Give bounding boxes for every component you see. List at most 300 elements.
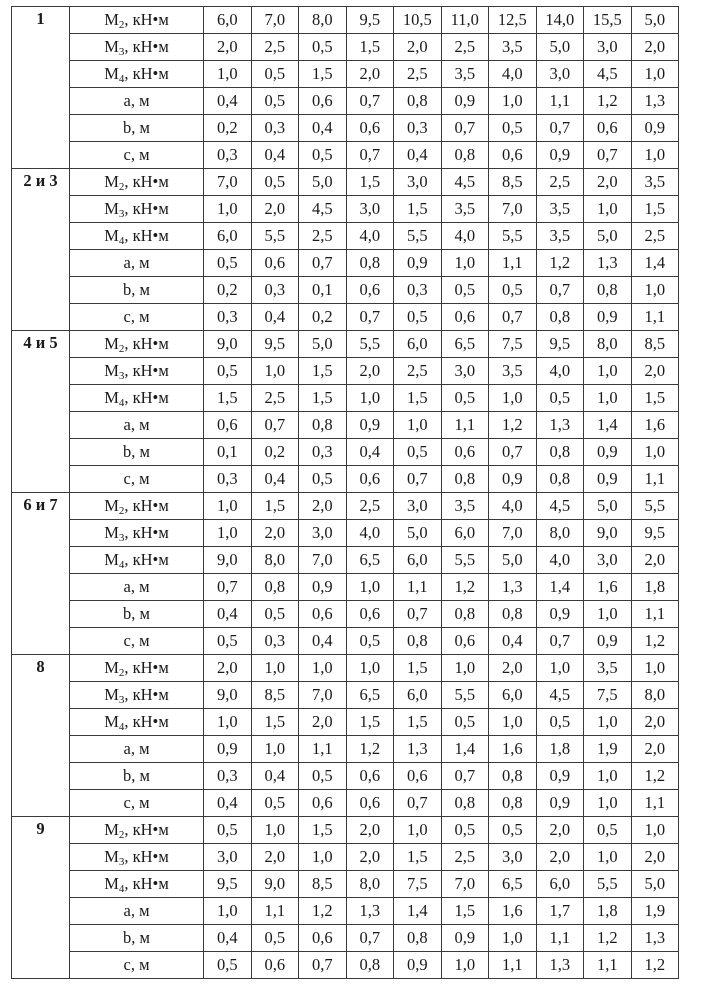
value-cell: 0,9 [441, 925, 489, 952]
parameter-symbol: M [104, 496, 119, 515]
value-cell: 1,1 [394, 574, 442, 601]
table-row [12, 34, 679, 61]
parameter-unit: , кН•м [124, 685, 169, 704]
value-cell: 6,0 [441, 520, 489, 547]
value-cell: 1,3 [631, 925, 679, 952]
parameter-unit: , м [130, 631, 150, 650]
table-row [12, 250, 679, 277]
value-cell: 0,4 [299, 628, 347, 655]
value-cell: 4,0 [346, 520, 394, 547]
value-cell: 7,5 [394, 871, 442, 898]
value-cell: 3,0 [441, 358, 489, 385]
value-cell: 0,5 [394, 304, 442, 331]
parameter-symbol: M [104, 658, 119, 677]
parameter-label-cell [70, 763, 204, 790]
value-cell: 1,0 [631, 142, 679, 169]
value-cell: 1,5 [346, 709, 394, 736]
parameter-symbol: b [123, 118, 132, 137]
value-cell: 1,1 [251, 898, 299, 925]
parameter-label-cell [70, 88, 204, 115]
value-cell: 4,5 [441, 169, 489, 196]
value-cell: 1,1 [536, 88, 584, 115]
parameter-symbol: b [123, 442, 132, 461]
value-cell: 1,0 [584, 196, 632, 223]
value-cell: 0,7 [394, 601, 442, 628]
parameter-label-cell [70, 34, 204, 61]
value-cell: 8,5 [251, 682, 299, 709]
value-cell: 8,0 [536, 520, 584, 547]
value-cell: 3,5 [441, 493, 489, 520]
value-cell: 12,5 [489, 7, 537, 34]
value-cell: 0,7 [536, 115, 584, 142]
parameter-label-cell [70, 790, 204, 817]
value-cell: 0,7 [346, 142, 394, 169]
value-cell: 5,5 [631, 493, 679, 520]
table-row [12, 763, 679, 790]
value-cell: 0,9 [584, 439, 632, 466]
parameter-label-cell [70, 304, 204, 331]
value-cell: 9,0 [584, 520, 632, 547]
value-cell: 2,0 [631, 844, 679, 871]
value-cell: 7,0 [489, 520, 537, 547]
value-cell: 1,4 [584, 412, 632, 439]
value-cell: 1,0 [584, 385, 632, 412]
value-cell: 0,5 [536, 709, 584, 736]
value-cell: 1,4 [631, 250, 679, 277]
value-cell: 1,5 [394, 709, 442, 736]
parameter-label-cell [70, 412, 204, 439]
value-cell: 5,0 [631, 871, 679, 898]
value-cell: 9,0 [251, 871, 299, 898]
parameter-label-cell [70, 898, 204, 925]
value-cell: 0,5 [536, 385, 584, 412]
value-cell: 9,5 [346, 7, 394, 34]
value-cell: 0,5 [441, 709, 489, 736]
parameter-subscript: 2 [118, 19, 125, 31]
value-cell: 1,2 [299, 898, 347, 925]
variant-number-cell: 8 [12, 655, 70, 817]
value-cell: 5,5 [489, 223, 537, 250]
parameter-unit: , м [130, 469, 150, 488]
parameter-unit: , м [130, 415, 150, 434]
parameter-unit: , кН•м [124, 550, 169, 569]
value-cell: 1,5 [299, 385, 347, 412]
value-cell: 0,5 [489, 817, 537, 844]
table-row [12, 709, 679, 736]
value-cell: 0,4 [204, 88, 252, 115]
value-cell: 1,1 [631, 466, 679, 493]
parameter-label-cell [70, 223, 204, 250]
value-cell: 3,5 [631, 169, 679, 196]
value-cell: 0,8 [441, 601, 489, 628]
parameter-symbol: a [123, 901, 131, 920]
parameter-unit: , м [130, 901, 150, 920]
table-row [12, 628, 679, 655]
table-row [12, 871, 679, 898]
value-cell: 1,0 [299, 655, 347, 682]
value-cell: 1,5 [394, 655, 442, 682]
parameter-unit: , кН•м [124, 847, 169, 866]
parameter-unit: , кН•м [124, 874, 169, 893]
value-cell: 4,5 [536, 493, 584, 520]
parameter-subscript: 4 [118, 721, 125, 733]
value-cell: 0,6 [299, 88, 347, 115]
value-cell: 0,9 [584, 628, 632, 655]
value-cell: 5,5 [441, 547, 489, 574]
value-cell: 1,0 [346, 385, 394, 412]
value-cell: 1,2 [441, 574, 489, 601]
value-cell: 0,6 [251, 250, 299, 277]
value-cell: 0,6 [346, 277, 394, 304]
parameter-symbol: b [123, 280, 132, 299]
value-cell: 1,0 [536, 655, 584, 682]
value-cell: 1,0 [489, 925, 537, 952]
value-cell: 0,5 [204, 952, 252, 979]
value-cell: 0,4 [204, 601, 252, 628]
parameter-label-cell [70, 169, 204, 196]
value-cell: 0,6 [346, 115, 394, 142]
value-cell: 1,1 [441, 412, 489, 439]
value-cell: 2,0 [251, 844, 299, 871]
parameter-subscript: 2 [118, 181, 125, 193]
parameter-symbol: M [104, 712, 119, 731]
value-cell: 5,5 [346, 331, 394, 358]
value-cell: 1,0 [394, 412, 442, 439]
parameter-symbol: c [123, 307, 131, 326]
value-cell: 1,2 [536, 250, 584, 277]
value-cell: 5,0 [536, 34, 584, 61]
value-cell: 4,5 [536, 682, 584, 709]
value-cell: 1,0 [584, 844, 632, 871]
value-cell: 3,0 [299, 520, 347, 547]
parameter-label-cell [70, 709, 204, 736]
parameter-unit: , кН•м [124, 226, 169, 245]
parameter-subscript: 4 [118, 73, 125, 85]
value-cell: 0,3 [394, 115, 442, 142]
value-cell: 0,8 [536, 439, 584, 466]
parameter-subscript: 4 [118, 883, 125, 895]
parameter-unit: , кН•м [124, 523, 169, 542]
parameter-label-cell [70, 574, 204, 601]
value-cell: 0,8 [394, 628, 442, 655]
value-cell: 0,7 [346, 88, 394, 115]
parameter-symbol: M [104, 361, 119, 380]
value-cell: 0,5 [299, 466, 347, 493]
value-cell: 1,0 [489, 88, 537, 115]
value-cell: 0,7 [536, 277, 584, 304]
value-cell: 3,5 [489, 358, 537, 385]
value-cell: 0,5 [441, 817, 489, 844]
value-cell: 6,5 [346, 547, 394, 574]
value-cell: 1,3 [346, 898, 394, 925]
document-page [11, 6, 679, 979]
value-cell: 5,5 [394, 223, 442, 250]
value-cell: 6,0 [204, 7, 252, 34]
parameter-symbol: a [123, 739, 131, 758]
parameter-symbol: M [104, 37, 119, 56]
value-cell: 2,0 [299, 493, 347, 520]
parameter-label-cell [70, 547, 204, 574]
value-cell: 0,5 [584, 817, 632, 844]
value-cell: 1,5 [394, 385, 442, 412]
value-cell: 1,0 [204, 493, 252, 520]
value-cell: 0,4 [394, 142, 442, 169]
value-cell: 1,0 [251, 358, 299, 385]
value-cell: 1,5 [441, 898, 489, 925]
value-cell: 1,6 [489, 898, 537, 925]
value-cell: 1,0 [584, 601, 632, 628]
value-cell: 0,7 [489, 304, 537, 331]
value-cell: 3,5 [489, 34, 537, 61]
parameter-unit: , кН•м [124, 37, 169, 56]
parameter-symbol: a [123, 91, 131, 110]
table-row [12, 61, 679, 88]
value-cell: 1,5 [394, 844, 442, 871]
parameter-symbol: M [104, 64, 119, 83]
value-cell: 0,8 [536, 466, 584, 493]
value-cell: 3,5 [441, 61, 489, 88]
value-cell: 8,0 [299, 7, 347, 34]
parameter-label-cell [70, 277, 204, 304]
value-cell: 1,1 [631, 601, 679, 628]
value-cell: 0,9 [536, 790, 584, 817]
value-cell: 0,4 [346, 439, 394, 466]
parameter-unit: , м [131, 766, 150, 785]
value-cell: 2,0 [536, 844, 584, 871]
parameter-subscript: 2 [118, 505, 125, 517]
parameter-label-cell [70, 439, 204, 466]
parameter-unit: , м [130, 577, 150, 596]
value-cell: 0,5 [204, 628, 252, 655]
value-cell: 1,0 [584, 358, 632, 385]
value-cell: 1,5 [631, 385, 679, 412]
value-cell: 9,5 [204, 871, 252, 898]
table-row [12, 574, 679, 601]
value-cell: 0,9 [394, 952, 442, 979]
value-cell: 0,6 [299, 790, 347, 817]
table-row [12, 817, 679, 844]
value-cell: 0,7 [489, 439, 537, 466]
value-cell: 0,3 [204, 142, 252, 169]
parameter-label-cell [70, 331, 204, 358]
value-cell: 0,1 [204, 439, 252, 466]
value-cell: 3,0 [394, 493, 442, 520]
value-cell: 0,7 [346, 304, 394, 331]
value-cell: 0,8 [441, 790, 489, 817]
value-cell: 0,8 [489, 763, 537, 790]
value-cell: 6,0 [394, 547, 442, 574]
value-cell: 0,6 [489, 142, 537, 169]
value-cell: 0,8 [489, 790, 537, 817]
value-cell: 7,0 [299, 682, 347, 709]
variant-number-cell: 9 [12, 817, 70, 979]
value-cell: 5,5 [251, 223, 299, 250]
value-cell: 2,0 [394, 34, 442, 61]
value-cell: 2,0 [204, 655, 252, 682]
value-cell: 3,0 [346, 196, 394, 223]
value-cell: 1,9 [631, 898, 679, 925]
parameter-symbol: c [123, 793, 131, 812]
value-cell: 0,2 [299, 304, 347, 331]
value-cell: 2,5 [394, 358, 442, 385]
value-cell: 1,4 [536, 574, 584, 601]
value-cell: 4,0 [441, 223, 489, 250]
table-row [12, 196, 679, 223]
value-cell: 3,0 [394, 169, 442, 196]
value-cell: 0,6 [346, 466, 394, 493]
parameter-label-cell [70, 952, 204, 979]
value-cell: 0,9 [204, 736, 252, 763]
value-cell: 1,1 [299, 736, 347, 763]
value-cell: 0,9 [489, 466, 537, 493]
table-row [12, 412, 679, 439]
value-cell: 2,0 [489, 655, 537, 682]
parameter-symbol: a [123, 253, 131, 272]
value-cell: 7,5 [489, 331, 537, 358]
table-row [12, 223, 679, 250]
parameter-symbol: b [123, 928, 132, 947]
parameter-label-cell [70, 385, 204, 412]
parameter-symbol: c [123, 469, 131, 488]
table-row [12, 790, 679, 817]
value-cell: 1,4 [441, 736, 489, 763]
value-cell: 0,8 [346, 250, 394, 277]
value-cell: 1,0 [346, 655, 394, 682]
parameter-label-cell [70, 493, 204, 520]
value-cell: 2,0 [631, 358, 679, 385]
value-cell: 0,5 [251, 61, 299, 88]
value-cell: 7,0 [441, 871, 489, 898]
parameter-unit: , м [130, 793, 150, 812]
value-cell: 0,5 [394, 439, 442, 466]
value-cell: 1,2 [631, 628, 679, 655]
parameter-label-cell [70, 628, 204, 655]
value-cell: 10,5 [394, 7, 442, 34]
value-cell: 0,4 [251, 466, 299, 493]
parameter-subscript: 2 [118, 829, 125, 841]
value-cell: 4,5 [584, 61, 632, 88]
value-cell: 6,5 [346, 682, 394, 709]
value-cell: 1,3 [631, 88, 679, 115]
value-cell: 0,8 [394, 88, 442, 115]
table-row [12, 331, 679, 358]
parameter-subscript: 3 [118, 856, 125, 868]
value-cell: 1,0 [489, 709, 537, 736]
value-cell: 6,0 [394, 682, 442, 709]
value-cell: 1,2 [584, 88, 632, 115]
value-cell: 1,3 [489, 574, 537, 601]
value-cell: 1,8 [536, 736, 584, 763]
parameter-symbol: M [104, 199, 119, 218]
parameter-label-cell [70, 7, 204, 34]
value-cell: 0,6 [584, 115, 632, 142]
table-row [12, 277, 679, 304]
parameter-label-cell [70, 655, 204, 682]
value-cell: 1,1 [536, 925, 584, 952]
value-cell: 1,0 [631, 61, 679, 88]
value-cell: 0,9 [441, 88, 489, 115]
value-cell: 0,4 [251, 142, 299, 169]
value-cell: 2,5 [441, 844, 489, 871]
value-cell: 2,0 [251, 196, 299, 223]
table-row [12, 7, 679, 34]
value-cell: 0,5 [441, 277, 489, 304]
value-cell: 5,0 [299, 331, 347, 358]
variant-number-cell: 4 и 5 [12, 331, 70, 493]
value-cell: 8,5 [631, 331, 679, 358]
parameter-label-cell [70, 196, 204, 223]
value-cell: 0,2 [204, 277, 252, 304]
value-cell: 2,0 [346, 844, 394, 871]
table-row [12, 547, 679, 574]
value-cell: 3,5 [584, 655, 632, 682]
value-cell: 2,0 [251, 520, 299, 547]
parameter-label-cell [70, 250, 204, 277]
parameter-label-cell [70, 817, 204, 844]
table-row [12, 466, 679, 493]
value-cell: 0,5 [204, 250, 252, 277]
table-row [12, 601, 679, 628]
value-cell: 1,1 [631, 790, 679, 817]
value-cell: 0,3 [251, 277, 299, 304]
value-cell: 1,5 [299, 817, 347, 844]
parameter-label-cell [70, 601, 204, 628]
value-cell: 1,5 [346, 169, 394, 196]
value-cell: 4,0 [346, 223, 394, 250]
value-cell: 0,9 [536, 601, 584, 628]
value-cell: 1,0 [251, 655, 299, 682]
table-row [12, 358, 679, 385]
value-cell: 0,3 [204, 466, 252, 493]
value-cell: 0,4 [251, 304, 299, 331]
value-cell: 0,4 [489, 628, 537, 655]
value-cell: 0,7 [299, 250, 347, 277]
value-cell: 0,9 [536, 142, 584, 169]
table-body [12, 7, 679, 979]
value-cell: 2,5 [536, 169, 584, 196]
value-cell: 8,0 [251, 547, 299, 574]
parameter-subscript: 2 [118, 343, 125, 355]
value-cell: 0,3 [251, 628, 299, 655]
value-cell: 8,5 [489, 169, 537, 196]
value-cell: 11,0 [441, 7, 489, 34]
value-cell: 1,5 [631, 196, 679, 223]
value-cell: 1,0 [631, 439, 679, 466]
parameter-symbol: b [123, 604, 132, 623]
value-cell: 0,7 [536, 628, 584, 655]
value-cell: 1,5 [346, 34, 394, 61]
value-cell: 1,0 [204, 520, 252, 547]
value-cell: 1,3 [536, 412, 584, 439]
value-cell: 0,4 [204, 790, 252, 817]
parameter-symbol: M [104, 523, 119, 542]
value-cell: 1,6 [584, 574, 632, 601]
value-cell: 1,3 [536, 952, 584, 979]
value-cell: 0,8 [251, 574, 299, 601]
value-cell: 5,0 [584, 493, 632, 520]
value-cell: 7,5 [584, 682, 632, 709]
value-cell: 1,0 [441, 655, 489, 682]
parameter-symbol: M [104, 874, 119, 893]
value-cell: 9,5 [536, 331, 584, 358]
value-cell: 1,0 [584, 763, 632, 790]
value-cell: 0,3 [204, 763, 252, 790]
parameter-unit: , м [131, 928, 150, 947]
parameter-unit: , м [131, 604, 150, 623]
value-cell: 0,5 [299, 34, 347, 61]
parameter-symbol: a [123, 415, 131, 434]
value-cell: 3,5 [536, 223, 584, 250]
